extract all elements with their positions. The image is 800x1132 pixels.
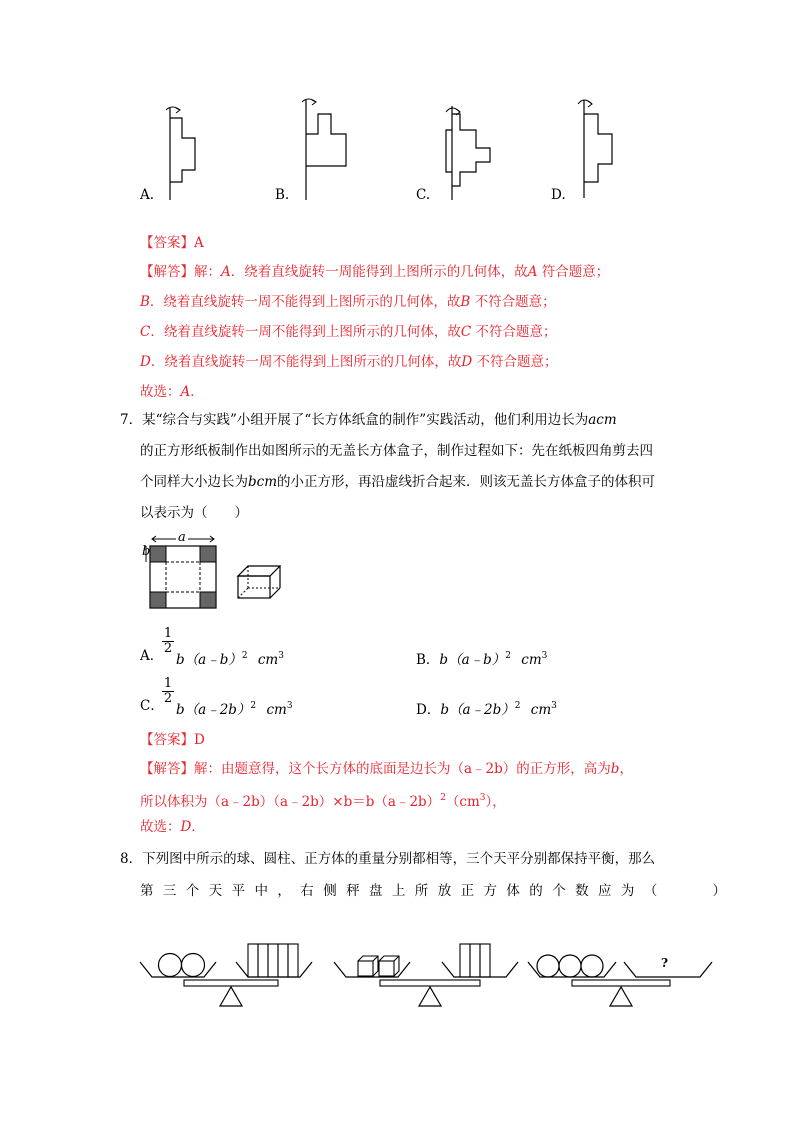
q7-solution-line-3: 故选：D． — [140, 819, 205, 835]
q6-answer: 【答案】A — [140, 235, 204, 251]
q7-number: 7． — [120, 412, 143, 428]
q7-solution-line-2: 所以体积为$(a﹣2b)(a﹣2b)\times b=b(a﹣2b)^2(cm^3)$， — [140, 793, 506, 810]
q7-text-line-4: 以表示为（ ） — [140, 505, 248, 521]
q6-figure-c — [440, 100, 500, 210]
q7-solution-tag: 【解答】 — [140, 761, 194, 777]
q7-option-b: B．b（a﹣b）$^2$ $cm^3$ — [416, 651, 548, 668]
q6-option-a-label: A. — [140, 187, 155, 203]
q6-figure-a — [160, 100, 220, 210]
q6-option-c-label: C. — [416, 187, 431, 203]
q7-option-c-fraction: $\frac{1}{2}$ — [163, 676, 173, 706]
q7-box-figure — [236, 562, 286, 602]
q7-solution-line-1: 【解答】解：由题意得，这个长方体的底面是边长为（a﹣2b）的正方形，高为b， — [140, 761, 633, 777]
q6-solution-line-2: B．绕着直线旋转一周不能得到上图所示的几何体，故B 不符合题意； — [140, 294, 556, 310]
q7-option-a-fraction: $\frac{1}{2}$ — [163, 626, 173, 656]
q7-option-a-expression: b（a﹣b）$^2$ $cm^3$ — [176, 651, 284, 668]
q7-option-c-expression: b（a﹣2b）$^2$ $cm^3$ — [176, 701, 293, 718]
q7-text-line-2: 的正方形纸板制作出如图所示的无盖长方体盒子，制作过程如下：先在纸板四角剪去四 — [140, 443, 653, 459]
q6-solution-line-4: D．绕着直线旋转一周不能得到上图所示的几何体，故D 不符合题意； — [140, 354, 558, 370]
q7-option-a-label: A． — [140, 648, 164, 664]
balance-3-question-mark: ? — [661, 956, 669, 970]
q6-figure-d — [570, 94, 630, 204]
q6-option-b-label: B. — [275, 187, 290, 203]
q6-solution-line-5: 故选：A． — [140, 384, 204, 400]
balance-1-figure — [138, 940, 328, 1020]
q6-solution-tag: 【解答】 — [140, 264, 194, 280]
q7-answer: 【答案】D — [140, 732, 205, 748]
q7-figure-label-a: a — [178, 530, 186, 545]
q6-solution-line-3: C．绕着直线旋转一周不能得到上图所示的几何体，故C 不符合题意； — [140, 324, 557, 340]
q8-text-line-2: 第三个天平中，右侧秤盘上所放正方体的个数应为（ ） — [140, 883, 736, 899]
q6-solution-line-1: 【解答】解：A．绕着直线旋转一周能得到上图所示的几何体，故A 符合题意； — [140, 264, 610, 280]
q7-text-line-3: 个同样大小边长为bcm的小正方形，再沿虚线折合起来．则该无盖长方体盒子的体积可 — [140, 474, 656, 490]
q7-option-d: D．b（a﹣2b）$^2$ $cm^3$ — [416, 701, 557, 718]
balance-3-figure — [526, 940, 716, 1020]
balance-2-figure — [332, 940, 522, 1020]
q8-number: 8． — [120, 851, 143, 867]
q6-figure-b — [296, 94, 356, 204]
q7-figure-label-b: b — [142, 544, 151, 559]
q6-option-d-label: D. — [551, 187, 566, 203]
q7-option-c-label: C． — [140, 698, 164, 714]
q8-text-line-1: 8．下列图中所示的球、圆柱、正方体的重量分别都相等，三个天平分别都保持平衡，那么 — [120, 851, 656, 867]
q7-text-line-1: 7．某“综合与实践”小组开展了“长方体纸盒的制作”实践活动，他们利用边长为acm — [120, 412, 617, 428]
